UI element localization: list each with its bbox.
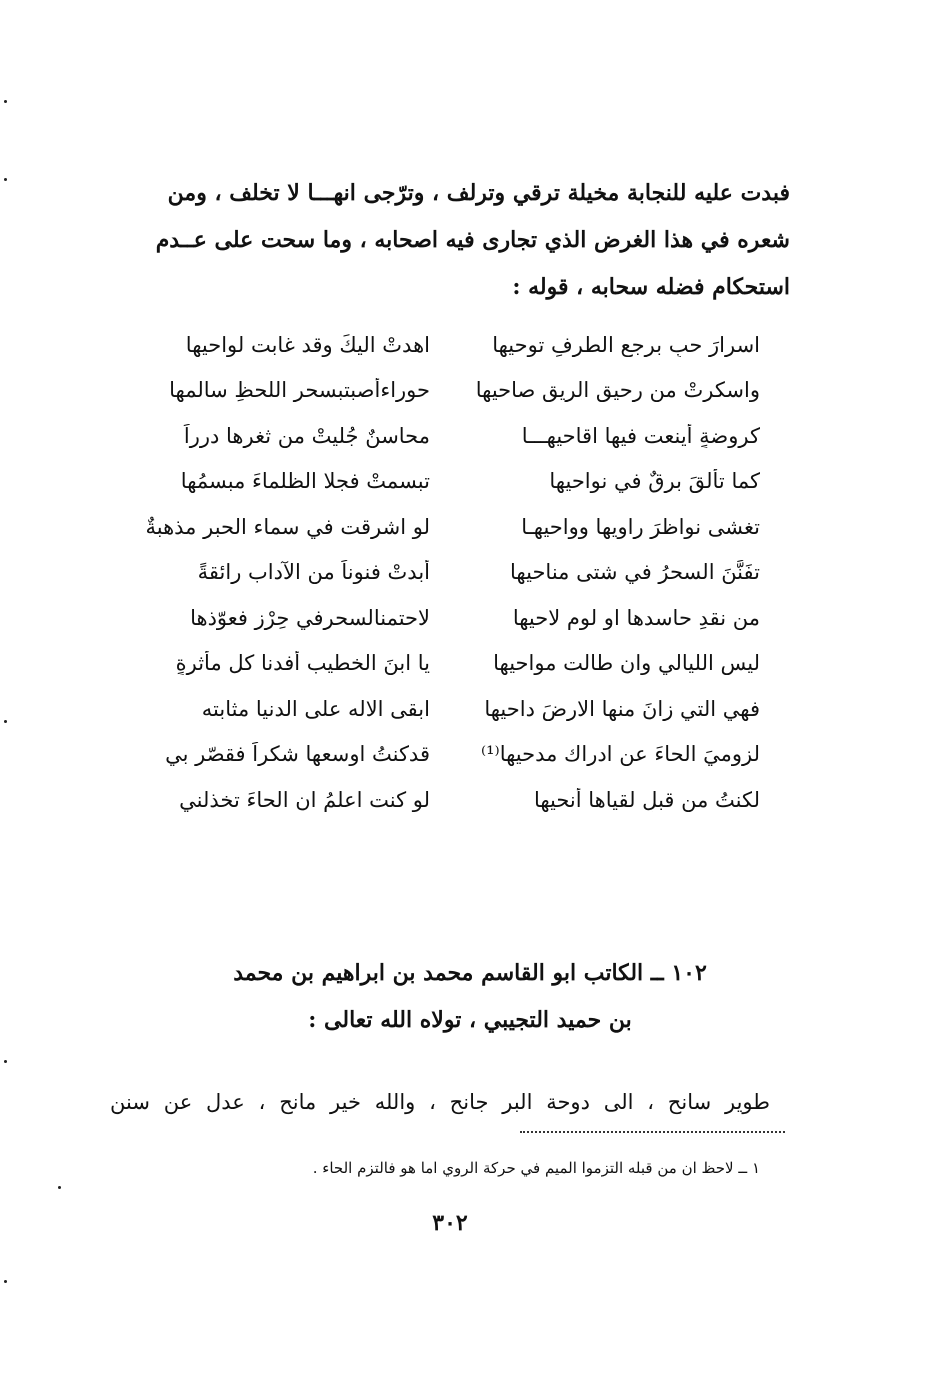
- poem-couplet: [140, 686, 760, 732]
- footnote: ١ ــ لاحظ ان من قبله التزموا الميم في حركة الروي اما هو فالتزم الحاء .: [312, 1159, 760, 1177]
- first-hemistich: تبسمتْ فجلا الظلماءَ مبسمُها: [180, 469, 430, 494]
- first-hemistich: لو كنت اعلمُ ان الحاءَ تخذلني: [179, 787, 430, 812]
- scan-speck: [4, 1280, 7, 1283]
- closing-line: طوير سانح ، الى دوحة البر جانح ، والله خير مانح ، عدل عن سنن: [110, 1090, 770, 1114]
- second-hemistich: كما تألقَ برقٌ في نواحيها: [549, 469, 760, 494]
- poem-couplet: [140, 322, 760, 368]
- poem-couplet: [140, 413, 760, 459]
- scan-speck: [4, 720, 7, 723]
- prose-line: شعره في هذا الغرض الذي تجارى فيه اصحابه ، وما سحت على عــدم: [155, 227, 790, 253]
- second-hemistich: ليس الليالي وان طالت مواحيها: [493, 651, 760, 676]
- poem-couplet: [140, 504, 760, 550]
- second-hemistich: لكنتُ من قبلِ لقياها أنحيها: [533, 787, 760, 812]
- heading-line: ١٠٢ ــ الكاتب ابو القاسم محمد بن ابراهيم بن محمد: [233, 960, 707, 986]
- second-hemistich: واسكرتْ من رحيق الريق صاحيها: [475, 378, 760, 403]
- poem: [140, 322, 760, 823]
- first-hemistich: أبدتْ فنوناً من الآداب رائقةً: [197, 560, 430, 585]
- first-hemistich: لو اشرقت في سماء الحبرِ مذهبةٌ: [145, 514, 430, 539]
- scan-speck: [4, 1060, 7, 1063]
- second-hemistich: اسرارَ حبٍ برجعِ الطرفِ توحيها: [492, 332, 760, 357]
- intro-paragraph: [110, 170, 790, 311]
- second-hemistich: تفَنَّنَ السحرُ في شتى مناحيها: [510, 560, 760, 585]
- poem-couplet: [140, 459, 760, 505]
- second-hemistich: من نقدِ حاسدها او لومِ لاحيها: [512, 605, 760, 630]
- poem-couplet: [140, 641, 760, 687]
- poem-couplet: [140, 777, 760, 823]
- second-hemistich: لزوميَ الحاءَ عن ادراك مدحيها⁽¹⁾: [480, 742, 760, 767]
- heading-line: بن حميد التجيبي ، تولاه الله تعالى :: [308, 1007, 632, 1033]
- scan-speck: [4, 100, 7, 103]
- prose-line: استحكام فضله سحابه ، قوله :: [512, 274, 790, 300]
- first-hemistich: ابقى الاله على الدنيا مثابته: [201, 696, 430, 721]
- first-hemistich: اهدتْ اليكَ وقد غابت لواحيها: [185, 332, 430, 357]
- second-hemistich: فهي التي زانَ منها الارضَ داحيها: [484, 696, 760, 721]
- page-number: ٣٠٢: [432, 1210, 468, 1236]
- scan-speck: [58, 1186, 61, 1189]
- second-hemistich: تغشى نواظرَ راويها وواحيهـا: [521, 514, 760, 539]
- poem-couplet: [140, 368, 760, 414]
- first-hemistich: يا ابنَ الخطيب أفدنا كل مأثرةٍ: [175, 651, 430, 676]
- poem-couplet: [140, 595, 760, 641]
- scan-speck: [4, 178, 7, 181]
- first-hemistich: لاحتمنالسحرفي حِرْزٍ فعوّذها: [190, 605, 430, 630]
- poem-couplet: [140, 732, 760, 778]
- footnote-divider: [520, 1131, 785, 1133]
- second-hemistich: كروضةٍ أينعت فيها اقاحيهـــا: [521, 423, 760, 448]
- poem-couplet: [140, 550, 760, 596]
- first-hemistich: حوراءأصبتبسحرِ اللحظِ سالمها: [169, 378, 430, 403]
- section-heading: [160, 950, 780, 1044]
- first-hemistich: محاسنٌ جُليتْ من ثغرها درراً: [183, 423, 430, 448]
- prose-line: فبدت عليه للنجابة مخيلة ترقي وترلف ، وترّجى انهـــا لا تخلف ، ومن: [167, 180, 790, 206]
- first-hemistich: قدكنتُ اوسعها شكراً فقصّر بي: [165, 742, 430, 767]
